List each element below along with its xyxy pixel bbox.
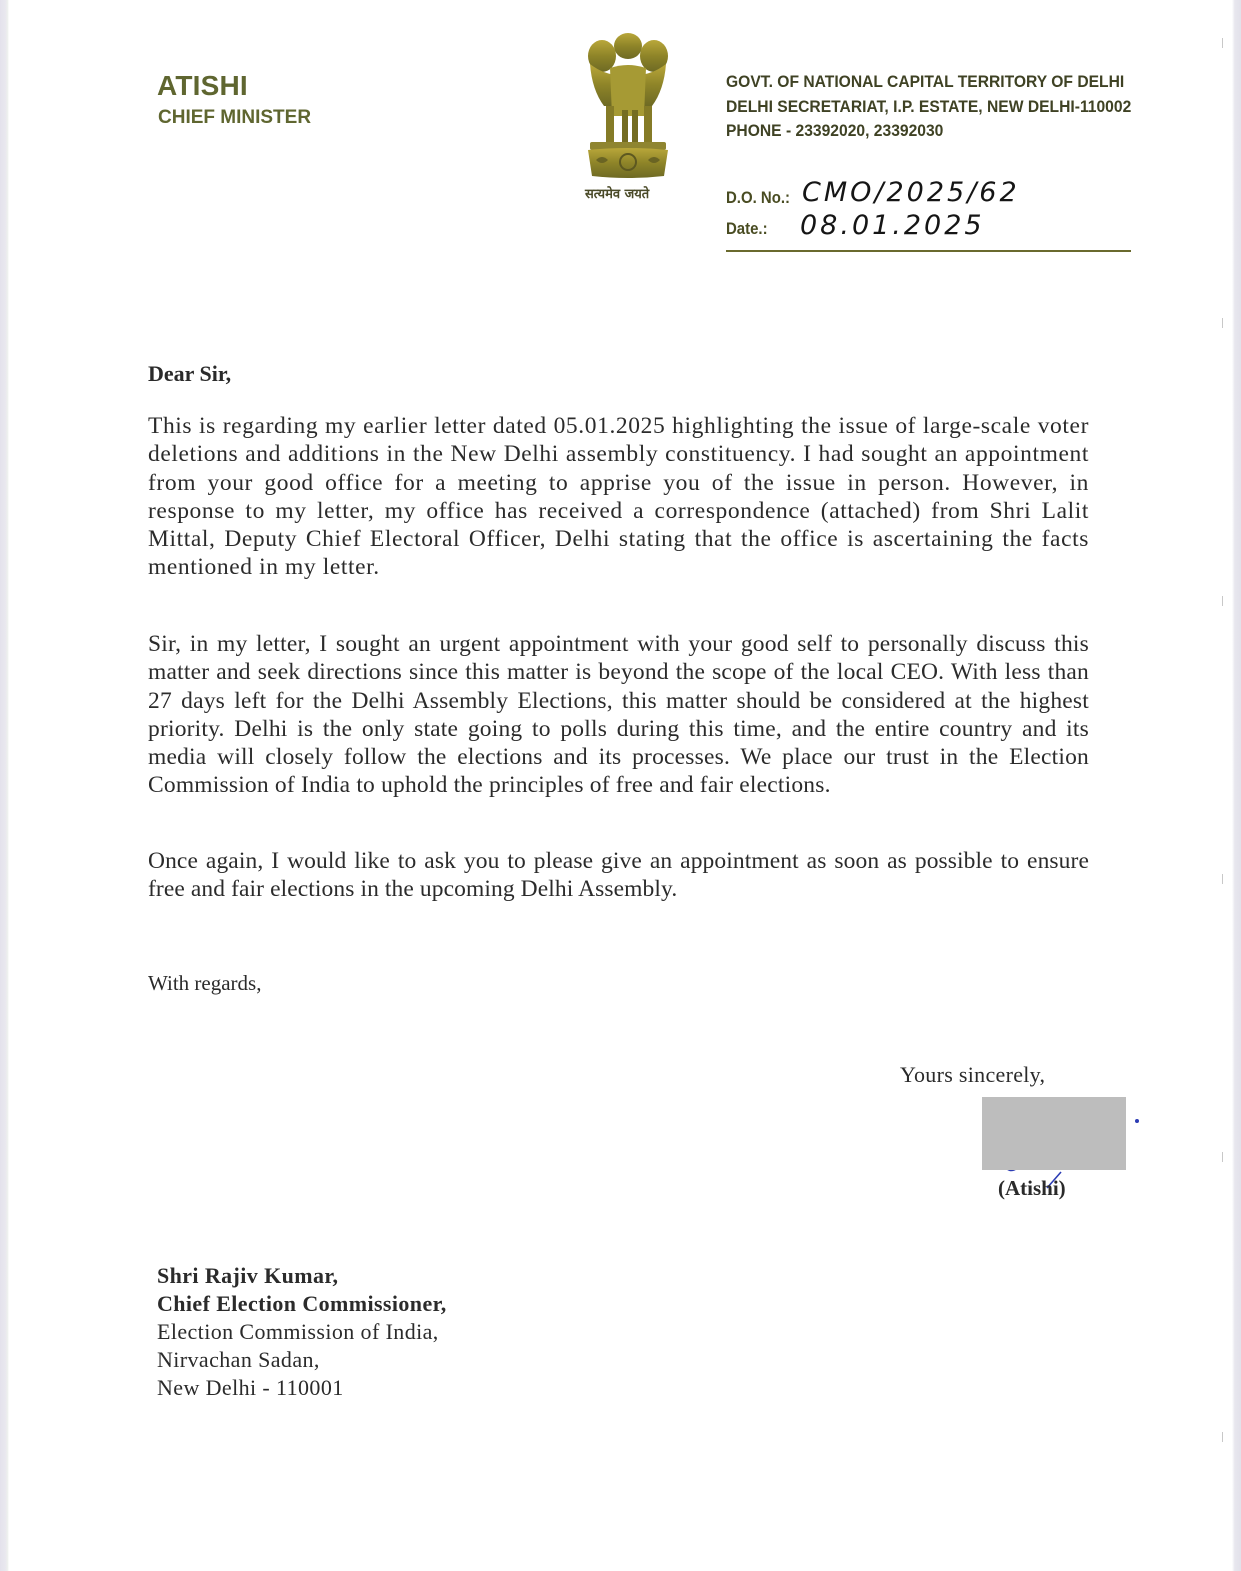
header-divider: [726, 250, 1131, 252]
addressee-organization: Election Commission of India,: [157, 1319, 439, 1344]
page-edge-left: [0, 0, 9, 1571]
addressee-designation: Chief Election Commissioner,: [157, 1291, 447, 1316]
office-line-address: DELHI SECRETARIAT, I.P. ESTATE, NEW DELHI-110002: [726, 96, 1132, 116]
sender-title: CHIEF MINISTER: [158, 107, 312, 128]
body-paragraph-2: Sir, in my letter, I sought an urgent appointment with your good self to personally discuss this matter and seek directions since this matter is beyond the scope of the local CEO. With less than 27 days left for the Delhi Assembly Elections, this matter should be considered at the highest priority. Delhi is the only state going to polls during this time, and the entire country and its media will closely follow the elections and its processes. We place our trust in the Election Commission of India to uphold the principles of free and fair elections.: [148, 631, 1089, 799]
emblem-motto: सत्यमेव जयते: [585, 187, 650, 202]
margin-mark: [1222, 318, 1227, 328]
office-address-block: [726, 70, 1131, 144]
sender-name: ATISHI: [157, 70, 248, 101]
addressee-building: Nirvachan Sadan,: [157, 1347, 320, 1372]
closing-phrase: With regards,: [148, 971, 262, 995]
margin-mark: [1222, 596, 1227, 606]
date-label: Date.:: [726, 219, 768, 238]
national-emblem-icon: [578, 28, 678, 208]
date-value: 08.01.2025: [800, 210, 985, 241]
body-paragraph-1: This is regarding my earlier letter dated 05.01.2025 highlighting the issue of large-scale voter deletions and additions in the New Delhi assembly constituency. I had sought an appointment from your good office for a meeting to apprise you of the issue in person. However, in response to my letter, my office has received a correspondence (attached) from Shri Lalit Mittal, Deputy Chief Electoral Officer, Delhi stating that the office is ascertaining the facts mentioned in my letter.: [148, 413, 1089, 581]
margin-mark: [1222, 1152, 1227, 1162]
salutation: Dear Sir,: [148, 361, 232, 386]
addressee-block: [157, 1262, 447, 1402]
office-line-govt: GOVT. OF NATIONAL CAPITAL TERRITORY OF DELHI: [726, 72, 1125, 91]
ink-dot: [1135, 1119, 1139, 1123]
do-number-value: CMO/2025/62: [802, 177, 1020, 208]
addressee-name: Shri Rajiv Kumar,: [157, 1263, 339, 1288]
valediction: Yours sincerely,: [900, 1062, 1046, 1087]
addressee-city: New Delhi - 110001: [157, 1375, 344, 1400]
margin-mark: [1222, 38, 1227, 48]
do-number-label: D.O. No.:: [726, 188, 790, 207]
margin-mark: [1222, 874, 1227, 884]
signatory-name: (Atishi): [998, 1176, 1066, 1200]
margin-mark: [1222, 1432, 1227, 1442]
signature-redaction-box: [982, 1097, 1126, 1170]
body-paragraph-3: Once again, I would like to ask you to please give an appointment as soon as possible to ensure free and fair elections in the upcoming Delhi Assembly.: [148, 848, 1089, 903]
office-line-phone: PHONE - 23392020, 23392030: [726, 121, 944, 140]
page-edge-right: [1232, 0, 1241, 1571]
